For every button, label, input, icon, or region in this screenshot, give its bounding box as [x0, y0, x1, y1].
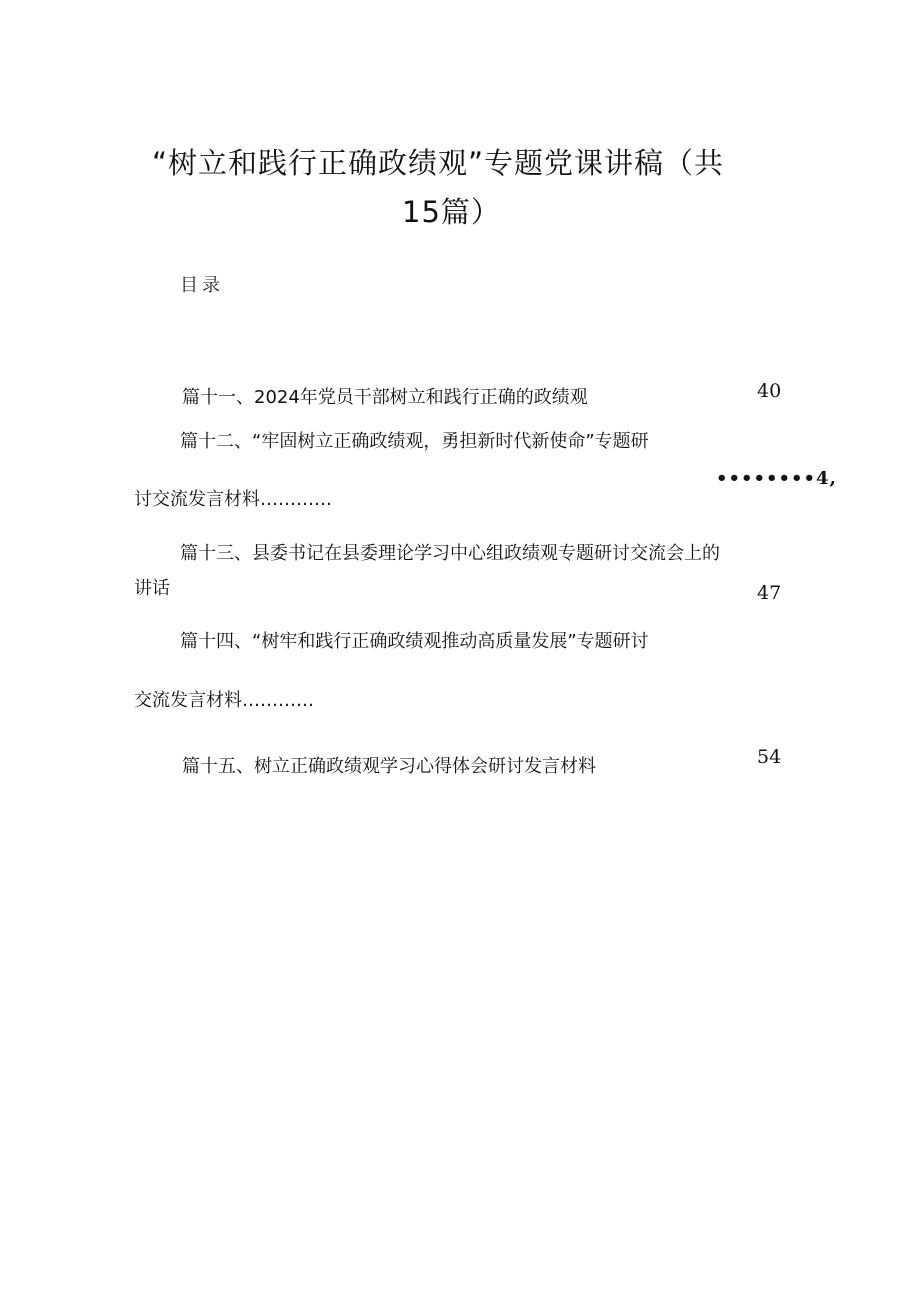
toc-entry-15-page: 54	[757, 746, 782, 768]
document-title-line-1: “树立和践行正确政绩观”专题党课讲稿（共	[152, 146, 725, 180]
toc-entry-12-title[interactable]: 篇十二、“牢固树立正确政绩观，勇担新时代新使命”专题研	[180, 431, 649, 452]
toc-entry-14-continuation[interactable]: 交流发言材料…………	[134, 690, 314, 711]
toc-entry-12-continuation[interactable]: 讨交流发言材料…………	[134, 489, 332, 510]
toc-heading: 目录	[180, 275, 224, 296]
toc-entry-11-page: 40	[757, 380, 782, 402]
toc-entry-13-page: 47	[757, 582, 782, 604]
toc-entry-15-title[interactable]: 篇十五、树立正确政绩观学习心得体会研讨发言材料	[182, 756, 596, 777]
toc-entry-14-title[interactable]: 篇十四、“树牢和践行正确政绩观推动高质量发展”专题研讨	[180, 631, 649, 652]
document-title-line-2: 15篇）	[402, 195, 501, 229]
toc-entry-13-continuation[interactable]: 讲话	[134, 578, 170, 599]
toc-entry-11-title[interactable]: 篇十一、2024年党员干部树立和践行正确的政绩观	[182, 387, 588, 408]
toc-entry-13-title[interactable]: 篇十三、县委书记在县委理论学习中心组政绩观专题研讨交流会上的	[180, 543, 720, 564]
toc-entry-12-page: ••••••••4,	[716, 468, 837, 489]
